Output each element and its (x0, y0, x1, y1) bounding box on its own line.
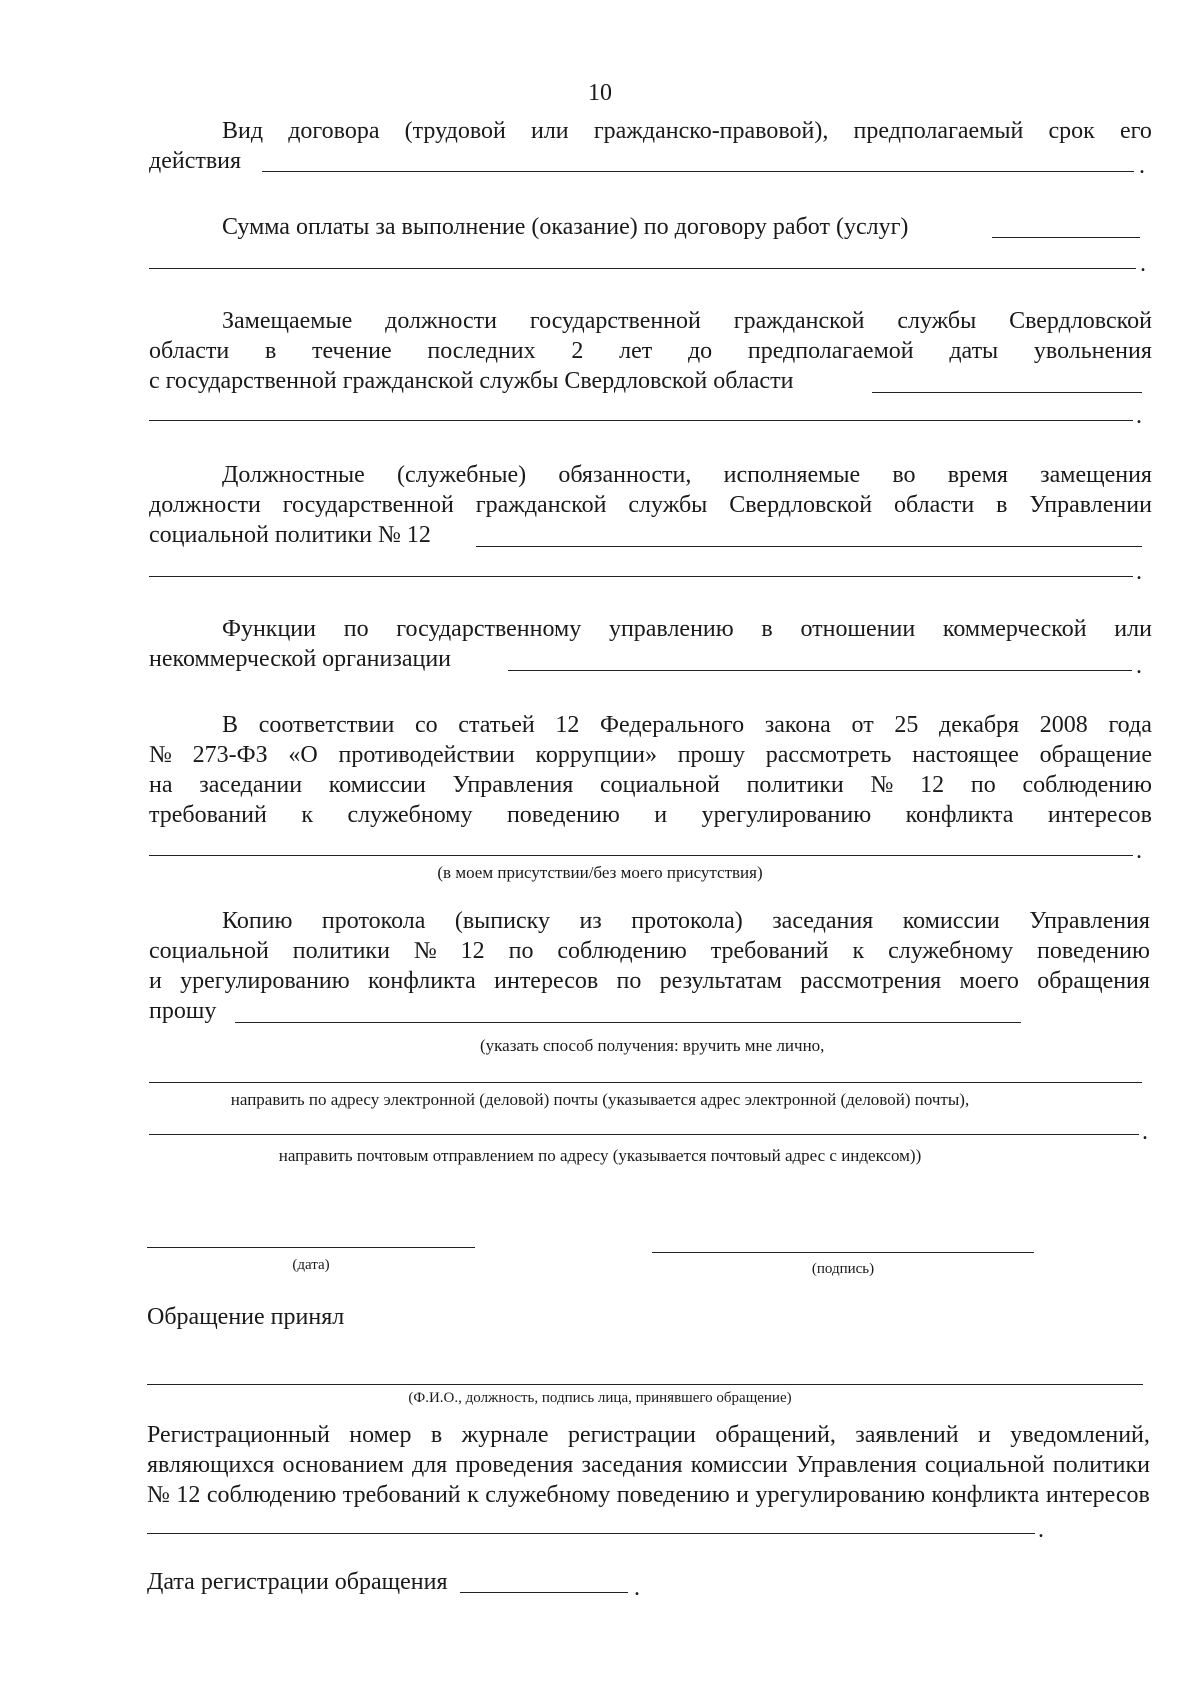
copy-blank-1 (235, 1022, 1021, 1023)
accepted-blank (147, 1384, 1143, 1385)
signature-blank (652, 1252, 1034, 1253)
registration-date-blank (460, 1592, 628, 1593)
page-number: 10 (588, 80, 612, 106)
copy-line-1: Копию протокола (выписку из протокола) заседания комиссии Управления (222, 908, 1150, 934)
positions-line-3: с государственной гражданской службы Свердловской области (149, 368, 794, 394)
request-line-4: требований к служебному поведению и урегулированию конфликта интересов (149, 802, 1152, 828)
signature-label: (подпись) (811, 1261, 875, 1277)
request-line-2: № 273-ФЗ «О противодействии коррупции» прошу рассмотреть настоящее обращение (149, 742, 1152, 768)
request-blank (149, 855, 1133, 856)
functions-line-1: Функции по государственному управлению в отношении коммерческой или (222, 616, 1152, 642)
duties-blank-1 (476, 546, 1142, 547)
date-label: (дата) (292, 1257, 330, 1273)
copy-hint-3: направить почтовым отправлением по адресу (указывается почтовый адрес с индексом)) (278, 1146, 922, 1165)
copy-hint-2: направить по адресу электронной (деловой) почты (указывается адрес электронной (деловой) почты), (230, 1090, 970, 1109)
duties-line-1: Должностные (служебные) обязанности, исполняемые во время замещения (222, 462, 1152, 488)
copy-line-4: прошу (149, 998, 217, 1024)
copy-hint-1: (указать способ получения: вручить мне лично, (480, 1036, 825, 1055)
positions-blank-2 (149, 420, 1133, 421)
period-mark: . (1140, 251, 1146, 277)
positions-blank-1 (872, 392, 1142, 393)
copy-line-3: и урегулированию конфликта интересов по результатам рассмотрения моего обращения (149, 968, 1150, 994)
request-line-3: на заседании комиссии Управления социальной политики № 12 по соблюдению (149, 772, 1152, 798)
period-mark: . (1038, 1517, 1044, 1543)
positions-line-1: Замещаемые должности государственной гражданской службы Свердловской (222, 308, 1152, 334)
registration-line-1: Регистрационный номер в журнале регистрации обращений, заявлений и уведомлений, (147, 1422, 1150, 1448)
registration-line-3: № 12 соблюдению требований к служебному поведению и урегулированию конфликта интересов (147, 1482, 1150, 1508)
accepted-label: Обращение принял (147, 1304, 345, 1330)
period-mark: . (1136, 403, 1142, 429)
functions-blank (508, 670, 1132, 671)
period-mark: . (634, 1575, 640, 1601)
contract-line-1: Вид договора (трудовой или гражданско-правовой), предполагаемый срок его (222, 118, 1152, 144)
copy-line-2: социальной политики № 12 по соблюдению требований к служебному поведению (149, 938, 1150, 964)
duties-blank-2 (149, 576, 1133, 577)
period-mark: . (1142, 1119, 1148, 1145)
period-mark: . (1136, 838, 1142, 864)
copy-blank-2 (149, 1082, 1142, 1083)
period-mark: . (1139, 153, 1145, 179)
registration-date-label: Дата регистрации обращения (147, 1569, 448, 1595)
payment-blank-2 (149, 268, 1136, 269)
request-line-1: В соответствии со статьей 12 Федерального закона от 25 декабря 2008 года (222, 712, 1152, 738)
registration-blank (147, 1533, 1035, 1534)
payment-blank-1 (992, 237, 1140, 238)
functions-line-2: некоммерческой организации (149, 646, 452, 672)
duties-line-2: должности государственной гражданской службы Свердловской области в Управлении (149, 492, 1152, 518)
copy-blank-3 (149, 1134, 1139, 1135)
contract-blank (262, 171, 1134, 172)
contract-line-2: действия (149, 148, 242, 174)
duties-line-3: социальной политики № 12 (149, 522, 431, 548)
period-mark: . (1136, 559, 1142, 585)
accepted-hint: (Ф.И.О., должность, подпись лица, принявшего обращение) (408, 1390, 792, 1406)
registration-line-2: являющихся основанием для проведения заседания комиссии Управления социальной политики (147, 1452, 1150, 1478)
request-hint: (в моем присутствии/без моего присутствия) (437, 863, 763, 882)
positions-line-2: области в течение последних 2 лет до предполагаемой даты увольнения (149, 338, 1152, 364)
period-mark: . (1136, 653, 1142, 679)
payment-line-1: Сумма оплаты за выполнение (оказание) по договору работ (услуг) (222, 214, 909, 240)
date-blank (147, 1247, 475, 1248)
